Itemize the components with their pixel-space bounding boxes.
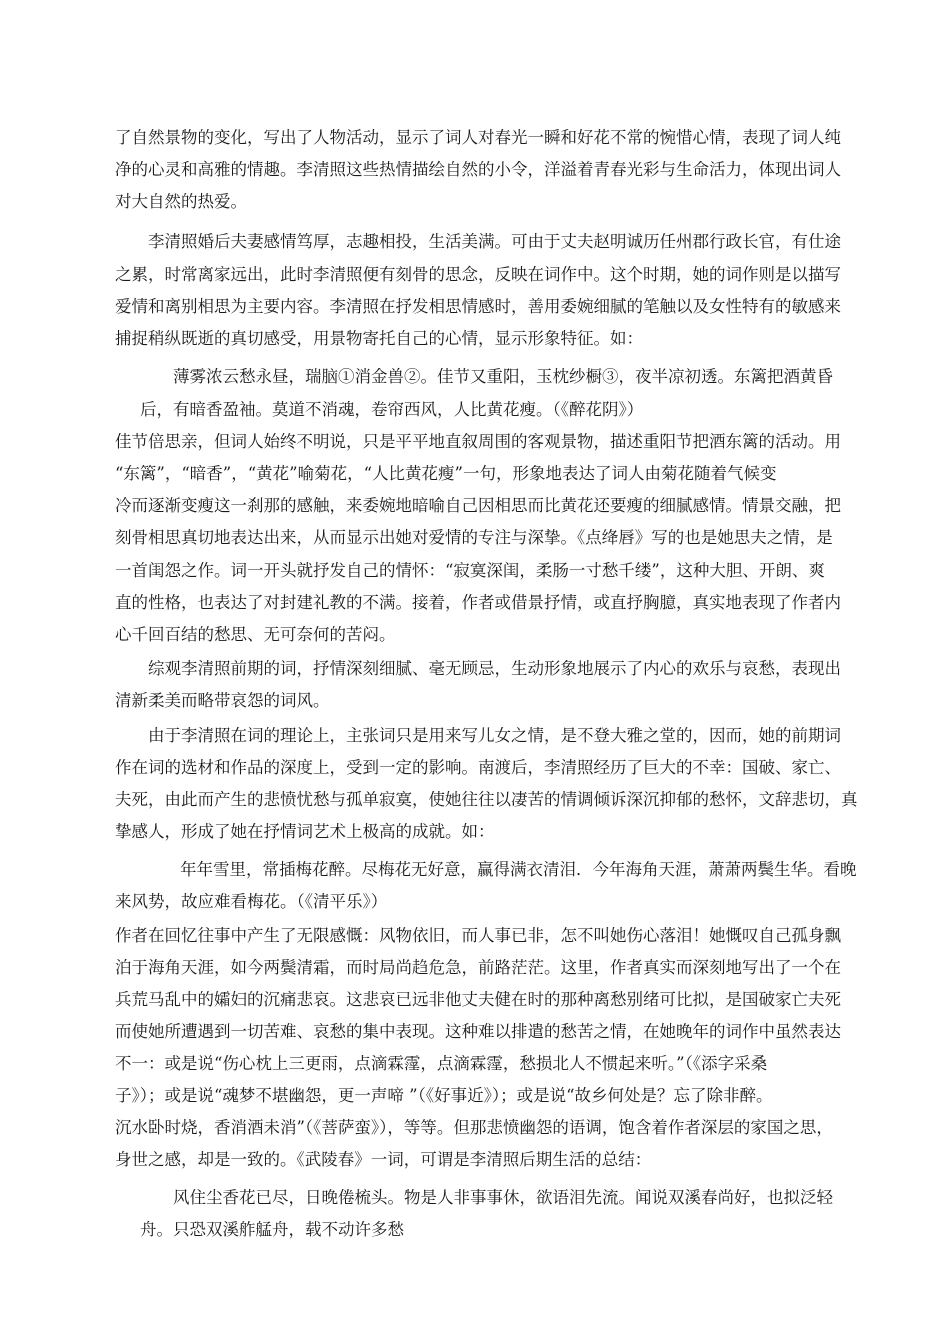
text-line: 由于李清照在词的理论上，主张词只是用来写儿女之情，是不登大雅之堂的，因而，她的前期词 [148, 726, 841, 745]
text-line: 捕捉稍纵既逝的真切感受，用景物寄托自己的心情，显示形象特征。如： [115, 329, 643, 348]
text-line: 心千回百结的愁思、无可奈何的苦闷。 [115, 625, 396, 644]
quote-line: 薄雾浓云愁永昼，瑞脑①消金兽②。佳节又重阳，玉枕纱橱③，夜半凉初透。东篱把酒黄昏 [173, 367, 833, 386]
text-line: 不一：或是说“伤心枕上三更雨，点滴霖霪，点滴霖霪，愁损北人不惯起来听。”（《添字采桑 [115, 1054, 768, 1073]
text-line: 刻骨相思真切地表达出来，从而显示出她对爱情的专注与深挚。《点绛唇》写的也是她思夫之情，是 [115, 528, 833, 547]
text-line: 而使她所遭遇到一切苦难、哀愁的集中表现。这种难以排遣的愁苦之情，在她晚年的词作中虽然表达 [115, 1022, 841, 1041]
text-line: 对大自然的热爱。 [115, 192, 247, 211]
text-line: 身世之感，却是一致的。《武陵春》一词，可谓是李清照后期生活的总结： [115, 1150, 652, 1169]
quote-line: 风住尘香花已尽，日晚倦梳头。物是人非事事休，欲语泪先流。闻说双溪春尚好，也拟泛轻 [173, 1188, 833, 1207]
text-line: 佳节倍思亲，但词人始终不明说，只是平平地直叙周围的客观景物，描述重阳节把酒东篱的活动。用 [115, 432, 841, 451]
quote-line: 来风势，故应难看梅花。（《清平乐》） [115, 892, 388, 911]
text-line: 子》）；或是说“魂梦不堪幽怨，更一声啼 ”（《好事近》）；或是说“故乡何处是？忘了除非醉。 [115, 1086, 773, 1105]
quote-line: 年年雪里，常插梅花醉。尽梅花无好意，赢得满衣清泪．今年海角天涯，萧萧两鬓生华。看晚 [180, 860, 857, 879]
text-line: 之累，时常离家远出，此时李清照便有刻骨的思念，反映在词作中。这个时期，她的词作则是以描写 [115, 265, 841, 284]
text-line: 李清照婚后夫妻感情笃厚，志趣相投，生活美满。可由于丈夫赵明诚历任州郡行政长官，有仕途 [148, 232, 841, 251]
text-line: 冷而逐渐变瘦这一刹那的感触，来委婉地暗喻自己因相思而比黄花还要瘦的细腻感情。情景交融，把 [115, 496, 841, 515]
text-line: 直的性格，也表达了对封建礼教的不满。接着，作者或借景抒情，或直抒胸臆，真实地表现了作者内 [115, 593, 841, 612]
text-line: 净的心灵和高雅的情趣。李清照这些热情描绘自然的小令，洋溢着青春光彩与生命活力，体现出词人 [115, 160, 841, 179]
text-line: 兵荒马乱中的孀妇的沉痛悲哀。这悲哀已远非他丈夫健在时的那种离愁别绪可比拟，是国破家亡夫死 [115, 990, 841, 1009]
text-line: “东篱”，“暗香”，“黄花”喻菊花，“人比黄花瘦”一句，形象地表达了词人由菊花随着气候变 [115, 464, 777, 483]
text-line: 夫死，由此而产生的悲愤忧愁与孤单寂寞，使她往往以凄苦的情调倾诉深沉抑郁的愁怀，文辞悲切，真 [115, 790, 858, 809]
text-line: 挚感人，形成了她在抒情词艺术上极高的成就。如： [115, 822, 495, 841]
text-line: 泊于海角天涯，如今两鬓清霜，而时局尚趋危急，前路茫茫。这里，作者真实而深刻地写出了一个在 [115, 958, 841, 977]
text-line: 沉水卧时烧，香消酒未消”（《菩萨蛮》），等等。但那悲愤幽怨的语调，饱含着作者深层的家国之思， [115, 1118, 833, 1137]
text-line: 作在词的选材和作品的深度上，受到一定的影响。南渡后，李清照经历了巨大的不幸：国破、家亡、 [115, 758, 841, 777]
quote-line: 后，有暗香盈袖。莫道不消魂，卷帘西风，人比黄花瘦。（《醉花阴》） [140, 400, 644, 419]
quote-line: 舟。只恐双溪舴艋舟，载不动许多愁 [140, 1220, 404, 1239]
text-line: 作者在回忆往事中产生了无限感慨：风物依旧，而人事已非，怎不叫她伤心落泪！她慨叹自己孤身飘 [115, 926, 841, 945]
text-line: 一首闺怨之作。词一开头就抒发自己的情怀：“寂寞深闺，柔肠一寸愁千缕”，这种大胆、开朗、爽 [115, 561, 825, 580]
text-line: 综观李清照前期的词，抒情深刻细腻、毫无顾忌，生动形象地展示了内心的欢乐与哀愁，表现出 [148, 659, 841, 678]
text-line: 清新柔美而略带哀怨的词风。 [115, 691, 330, 710]
text-line: 爱情和离别相思为主要内容。李清照在抒发相思情感时，善用委婉细腻的笔触以及女性特有的敏感来 [115, 297, 841, 316]
text-line: 了自然景物的变化，写出了人物活动，显示了词人对春光一瞬和好花不常的惋惜心情，表现了词人纯 [115, 128, 841, 147]
